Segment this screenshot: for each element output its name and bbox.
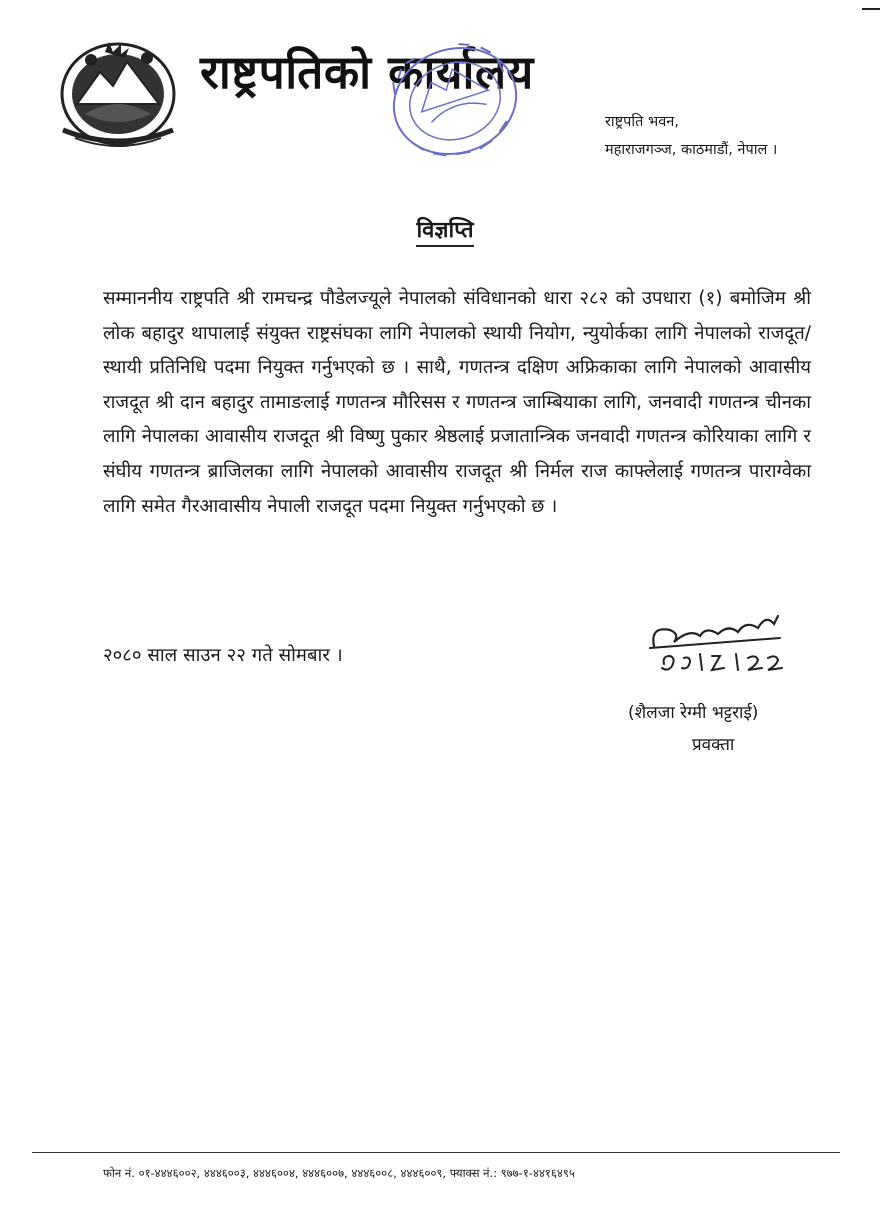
footer-divider: [32, 1152, 840, 1153]
notice-heading-text: विज्ञप्ति: [416, 218, 473, 247]
address-line-2: महाराजगञ्ज, काठमाडौं, नेपाल ।: [605, 142, 778, 158]
address-line-1: राष्ट्रपति भवन,: [605, 114, 679, 130]
office-title: राष्ट्रपतिको कार्यालय: [200, 45, 534, 99]
handwritten-signature: [640, 606, 790, 684]
notice-body: सम्माननीय राष्ट्रपति श्री रामचन्द्र पौडेलज्यूले नेपालको संविधानको धारा २८२ को उपधारा (१) बमोजिम श्री लोक बहादुर थापालाई संयुक्त राष्ट्रसंघका लागि नेपालको स्थायी नियोग, न्युयोर्कका लागि नेपालको राजदूत/स्थायी प्रतिनिधि पदमा नियुक्त गर्नुभएको छ । साथै, गणतन्त्र दक्षिण अफ्रिकाका लागि नेपालको आवासीय राजदूत श्री दान बहादुर तामाङलाई गणतन्त्र मौरिसस र गणतन्त्र जाम्बियाका लागि, जनवादी गणतन्त्र चीनका लागि नेपालका आवासीय राजदूत श्री विष्णु पुकार श्रेष्ठलाई प्रजातान्त्रिक जनवादी गणतन्त्र कोरियाका लागि र संघीय गणतन्त्र ब्राजिलका लागि नेपालको आवासीय राजदूत श्री निर्मल राज काफ्लेलाई गणतन्त्र पाराग्वेका लागि समेत गैरआवासीय नेपाली राजदूत पदमा नियुक्त गर्नुभएको छ ।: [103, 288, 811, 517]
office-seal-stamp: [380, 36, 530, 166]
office-address: [605, 108, 777, 164]
notice-date: २०८० साल साउन २२ गते सोमबार ।: [103, 645, 343, 666]
notice-heading: [0, 214, 890, 244]
corner-mark: [862, 8, 880, 10]
national-emblem-icon: [55, 34, 181, 150]
footer-contact: फोन नं. ०१-४४४६००२, ४४४६००३, ४४४६००४, ४४४६००७, ४४४६००८, ४४४६००९, फ्याक्स नं.: ९७७-१-४४१६४९५: [103, 1166, 575, 1180]
signatory-name: (शैलजा रेग्मी भट्टराई): [628, 703, 759, 723]
signatory-title: प्रवक्ता: [692, 735, 735, 755]
